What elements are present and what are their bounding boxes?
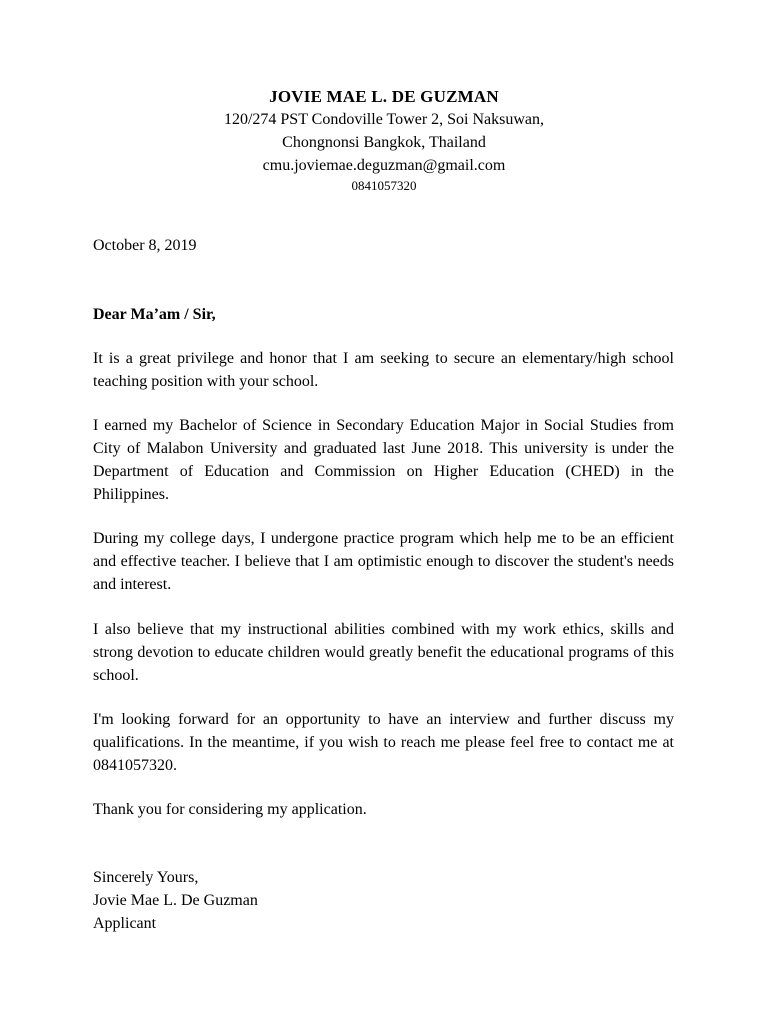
letter-closing xyxy=(93,866,674,935)
address-line-2: Chongnonsi Bangkok, Thailand xyxy=(282,134,486,151)
signature-name: Jovie Mae L. De Guzman xyxy=(93,892,258,909)
applicant-name: JOVIE MAE L. DE GUZMAN xyxy=(269,87,499,106)
paragraph-interview: I'm looking forward for an opportunity to have an interview and further discuss my qualifications. In the meantime, if you wish to reach me please feel free to contact me at 0841057320. xyxy=(93,711,674,774)
signature-title: Applicant xyxy=(93,915,157,932)
paragraph-education: I earned my Bachelor of Science in Secondary Education Major in Social Studies from City of Malabon University and graduated last June 2018. This university is under the Department of Education and Commission on Higher Education (CHED) in the Philippines. xyxy=(93,417,674,503)
paragraph-abilities: I also believe that my instructional abilities combined with my work ethics, skills and strong devotion to educate children would greatly benefit the educational programs of this school. xyxy=(93,621,674,684)
letter-header xyxy=(0,86,768,196)
phone-number: 0841057320 xyxy=(351,178,417,193)
paragraph-college: During my college days, I undergone practice program which help me to be an efficient and effective teacher. I believe that I am optimistic enough to discover the student's needs and interest. xyxy=(93,530,674,593)
salutation: Dear Ma’am / Sir, xyxy=(93,306,216,323)
paragraph-intro: It is a great privilege and honor that I am seeking to secure an elementary/high school teaching position with your school. xyxy=(93,350,674,390)
email-address: cmu.joviemae.deguzman@gmail.com xyxy=(262,157,506,174)
valediction: Sincerely Yours, xyxy=(93,869,199,886)
address-line-1: 120/274 PST Condoville Tower 2, Soi Naksuwan, xyxy=(223,111,545,128)
paragraph-thanks: Thank you for considering my application. xyxy=(93,801,367,818)
letter-date: October 8, 2019 xyxy=(93,237,197,254)
